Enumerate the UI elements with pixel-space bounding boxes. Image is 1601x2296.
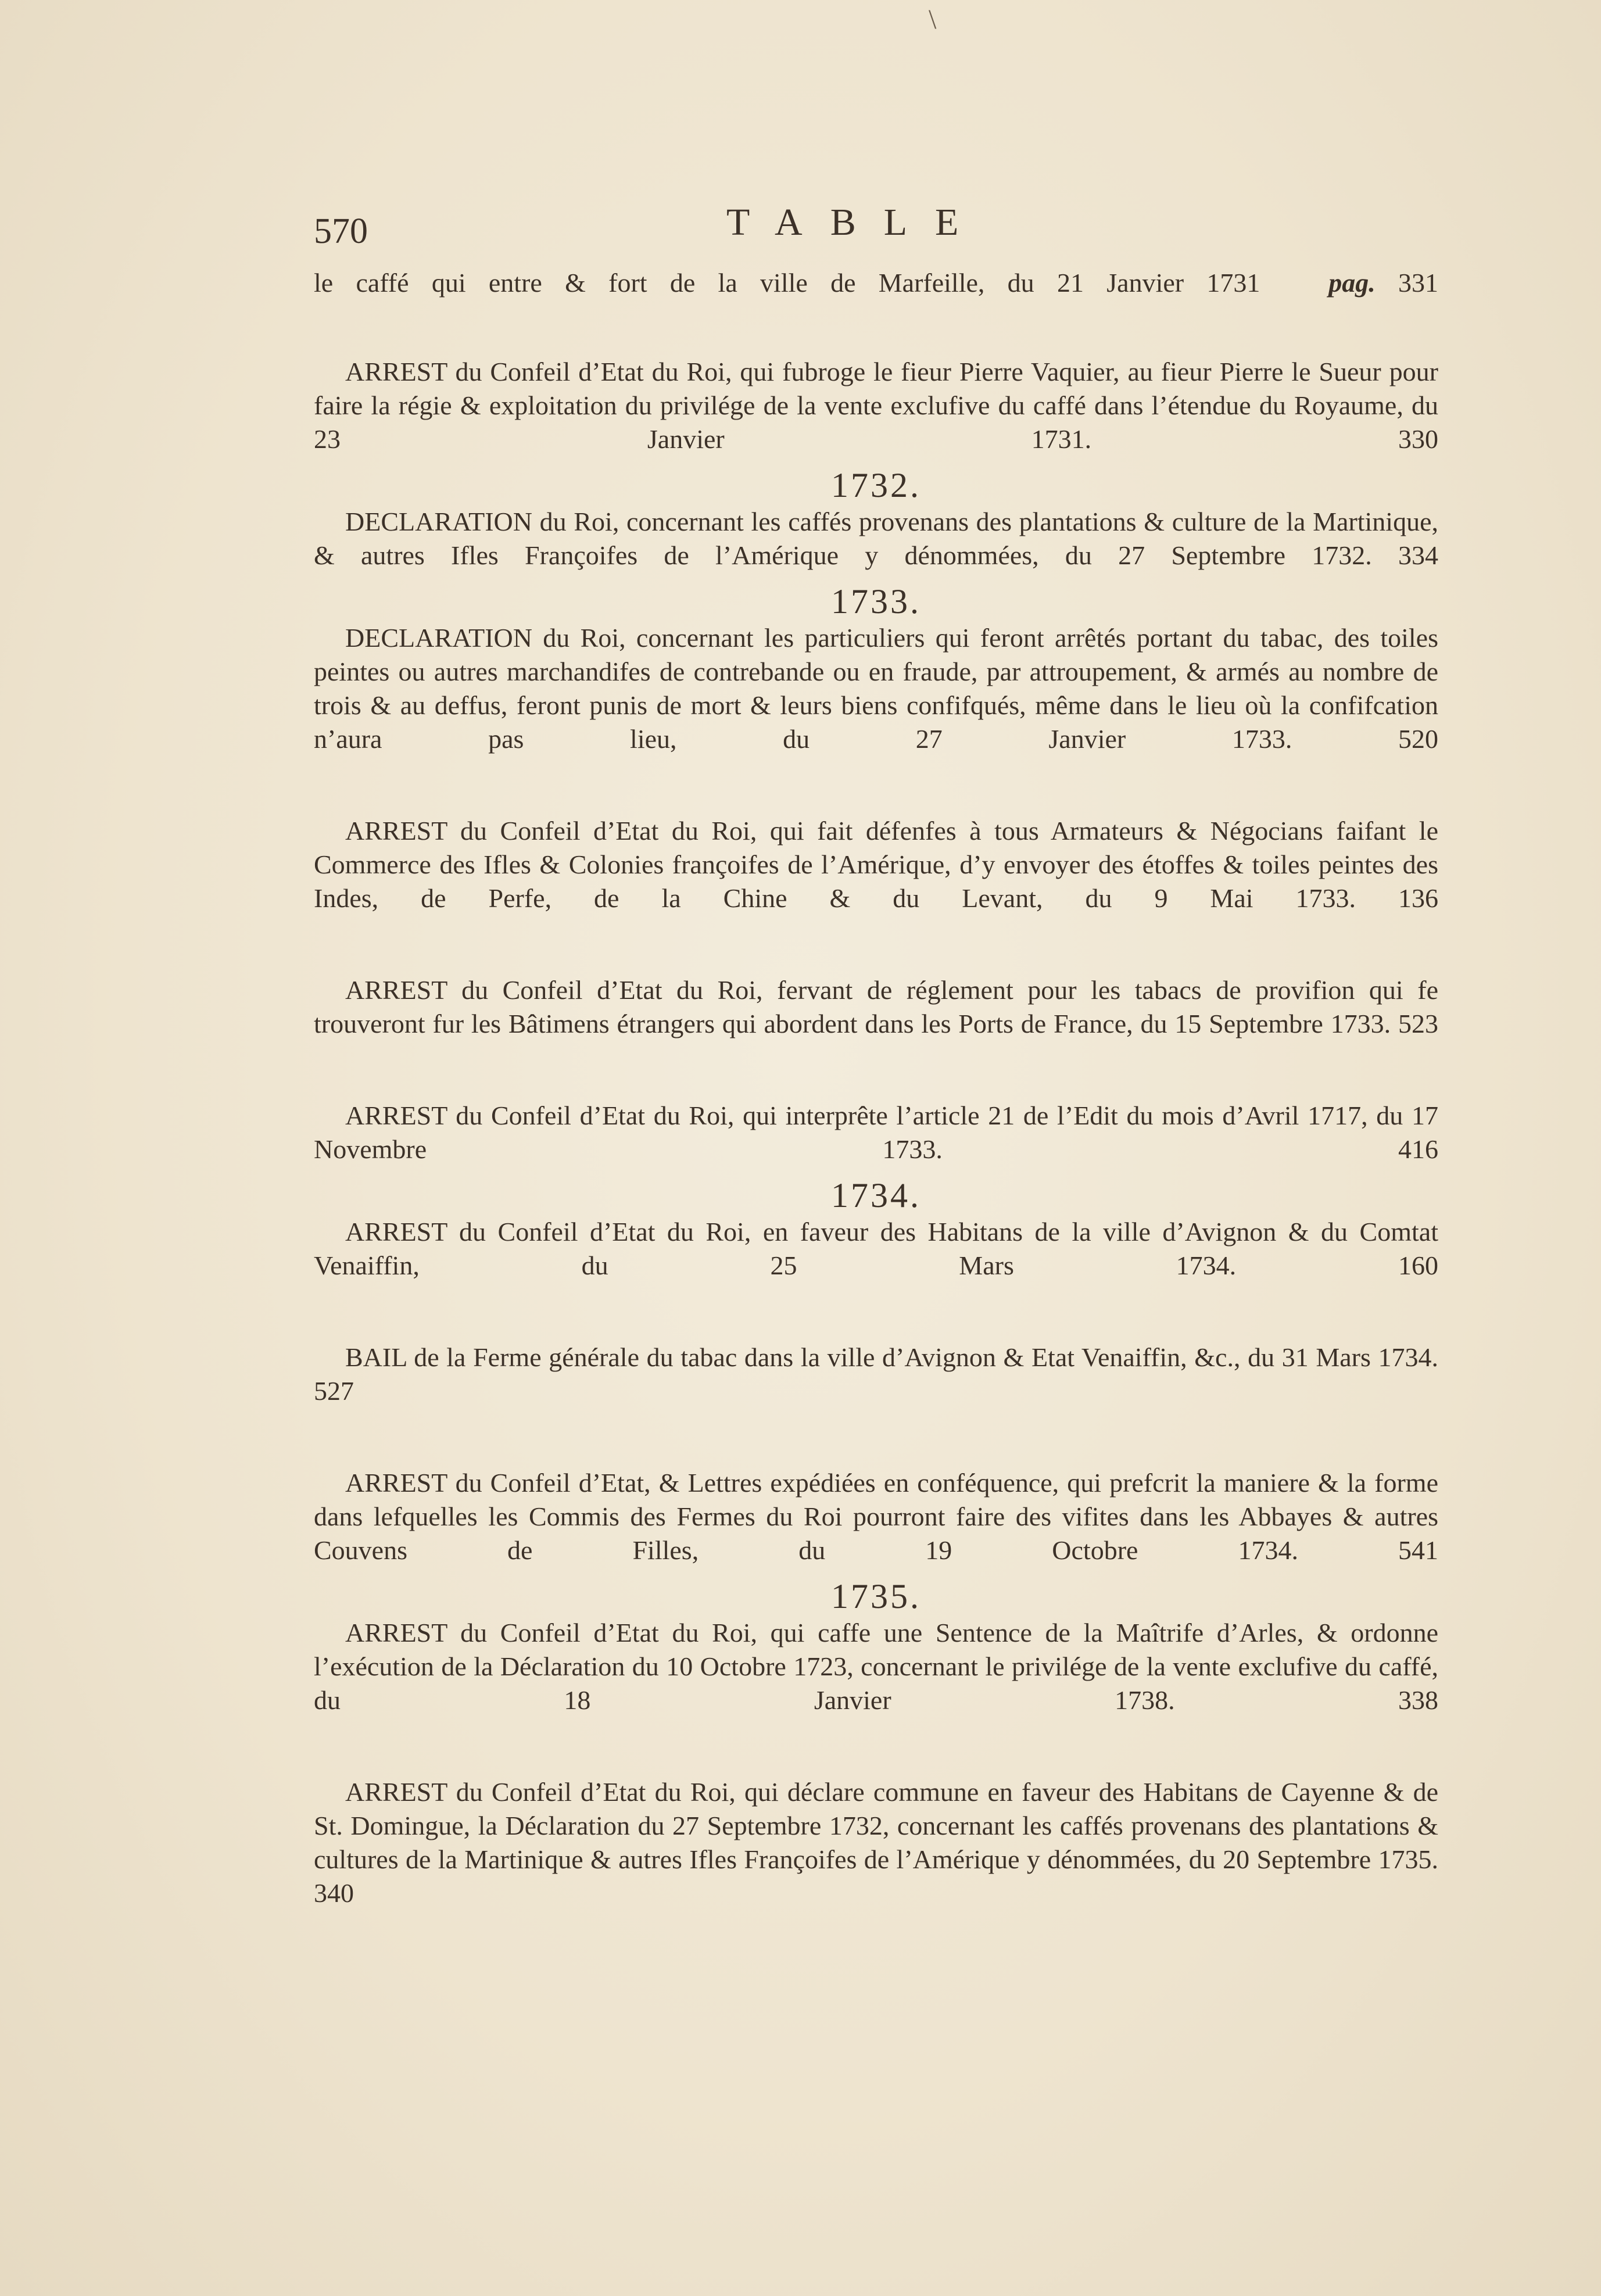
page-ref: 340	[314, 1878, 354, 1908]
entry-text: ARREST du Confeil d’Etat du Roi, qui interprête l’article 21 de l’Edit du mois d’Avril 1717, du 17 Novembre 1733.	[314, 1101, 1438, 1164]
page-ref: 527	[314, 1376, 354, 1406]
entry-text: DECLARATION du Roi, concernant les particuliers qui feront arrêtés portant du tabac, des toiles peintes ou autres marchandifes de contrebande ou en fraude, par attroupement, & armés au nombre de trois & au deffus, feront punis de mort & leurs biens confifqués, même dans le lieu où la confifcation n’aura pas lieu, du 27 Janvier 1733.	[314, 623, 1438, 754]
entry-text: DECLARATION du Roi, concernant les caffés provenans des plantations & culture de la Martinique, & autres Ifles Françoifes de l’Amérique y dénommées, du 27 Septembre 1732.	[314, 507, 1438, 570]
page-ref: 523	[1398, 1009, 1439, 1038]
year-heading: 1734.	[831, 1176, 921, 1215]
page-ref: 136	[1398, 883, 1438, 913]
entry-text: ARREST du Confeil d’Etat du Roi, qui caffe une Sentence de la Maîtrife d’Arles, & ordonne l’exécution de la Déclaration du 10 Octobre 1723, concernant le privilége de la vente exclufive du caffé, du 18 Janvier 1738.	[314, 1618, 1438, 1715]
toc-entry	[314, 1341, 1438, 1408]
running-title: TABLE	[726, 201, 987, 243]
page-ref: 541	[1398, 1535, 1439, 1565]
toc-entry	[314, 355, 1438, 456]
entry-text: ARREST du Confeil d’Etat du Roi, qui déclare commune en faveur des Habitans de Cayenne & de St. Domingue, la Déclaration du 27 Septembre 1732, concernant les caffés provenans des plantations & cultures de la Martinique & autres Ifles Françoifes de l’Amérique y dénommées, du 20 Septembre 1735.	[314, 1777, 1438, 1874]
toc-entry	[314, 621, 1438, 756]
toc-entry	[314, 1616, 1438, 1717]
year-heading: 1733.	[831, 582, 921, 621]
year-heading: 1735.	[831, 1577, 921, 1616]
page-ref: 330	[1398, 424, 1438, 454]
entry-text: ARREST du Confeil d’Etat du Roi, en faveur des Habitans de la ville d’Avignon & du Comtat Venaiffin, du 25 Mars 1734.	[314, 1217, 1438, 1280]
entry-text: ARREST du Confeil d’Etat du Roi, fervant de réglement pour les tabacs de provifion qui fe trouveront fur les Bâtimens étrangers qui abordent dans les Ports de France, du 15 Septembre 1733.	[314, 975, 1438, 1038]
toc-entry	[314, 1466, 1438, 1567]
page-number: 570	[314, 212, 368, 251]
pag-label: pag.	[1328, 268, 1376, 298]
entry-text: ARREST du Confeil d’Etat du Roi, qui fubroge le fieur Pierre Vaquier, au fieur Pierre le Sueur pour faire la régie & exploitation du privilége de la vente exclufive du caffé dans l’étendue du Royaume, du 23 Janvier 1731.	[314, 357, 1438, 454]
toc-entry	[314, 1099, 1438, 1166]
table-of-contents	[314, 266, 1438, 1910]
toc-entry	[314, 973, 1438, 1041]
entry-text: ARREST du Confeil d’Etat, & Lettres expédiées en conféquence, qui prefcrit la maniere & la forme dans lefquelles les Commis des Fermes du Roi pourront faire des vifites dans les Abbayes & autres Couvens de Filles, du 19 Octobre 1734.	[314, 1468, 1438, 1565]
entry-text: BAIL de la Ferme générale du tabac dans la ville d’Avignon & Etat Venaiffin, &c., du 31 Mars 1734.	[345, 1342, 1438, 1372]
page-ref: 338	[1398, 1685, 1438, 1715]
page-header	[314, 200, 1441, 259]
page-ref: 160	[1398, 1251, 1438, 1280]
page-ref: 331	[1398, 268, 1439, 298]
toc-entry	[314, 814, 1438, 915]
page-ref: 520	[1398, 724, 1439, 754]
toc-entry	[314, 505, 1438, 572]
toc-entry	[314, 1775, 1438, 1910]
year-heading: 1732.	[831, 466, 921, 504]
page-ref: 416	[1398, 1134, 1438, 1164]
entry-text: le caffé qui entre & fort de la ville de Marfeille, du 21 Janvier 1731	[314, 268, 1260, 298]
toc-entry	[314, 1215, 1438, 1283]
toc-entry-continuation	[314, 266, 1438, 300]
page-ref: 334	[1398, 540, 1438, 570]
entry-text: ARREST du Confeil d’Etat du Roi, qui fait défenfes à tous Armateurs & Négocians faifant le Commerce des Ifles & Colonies françoifes de l’Amérique, d’y envoyer des étoffes & toiles peintes des Indes, de Perfe, de la Chine & du Levant, du 9 Mai 1733.	[314, 816, 1438, 913]
ink-mark: \	[929, 4, 937, 35]
